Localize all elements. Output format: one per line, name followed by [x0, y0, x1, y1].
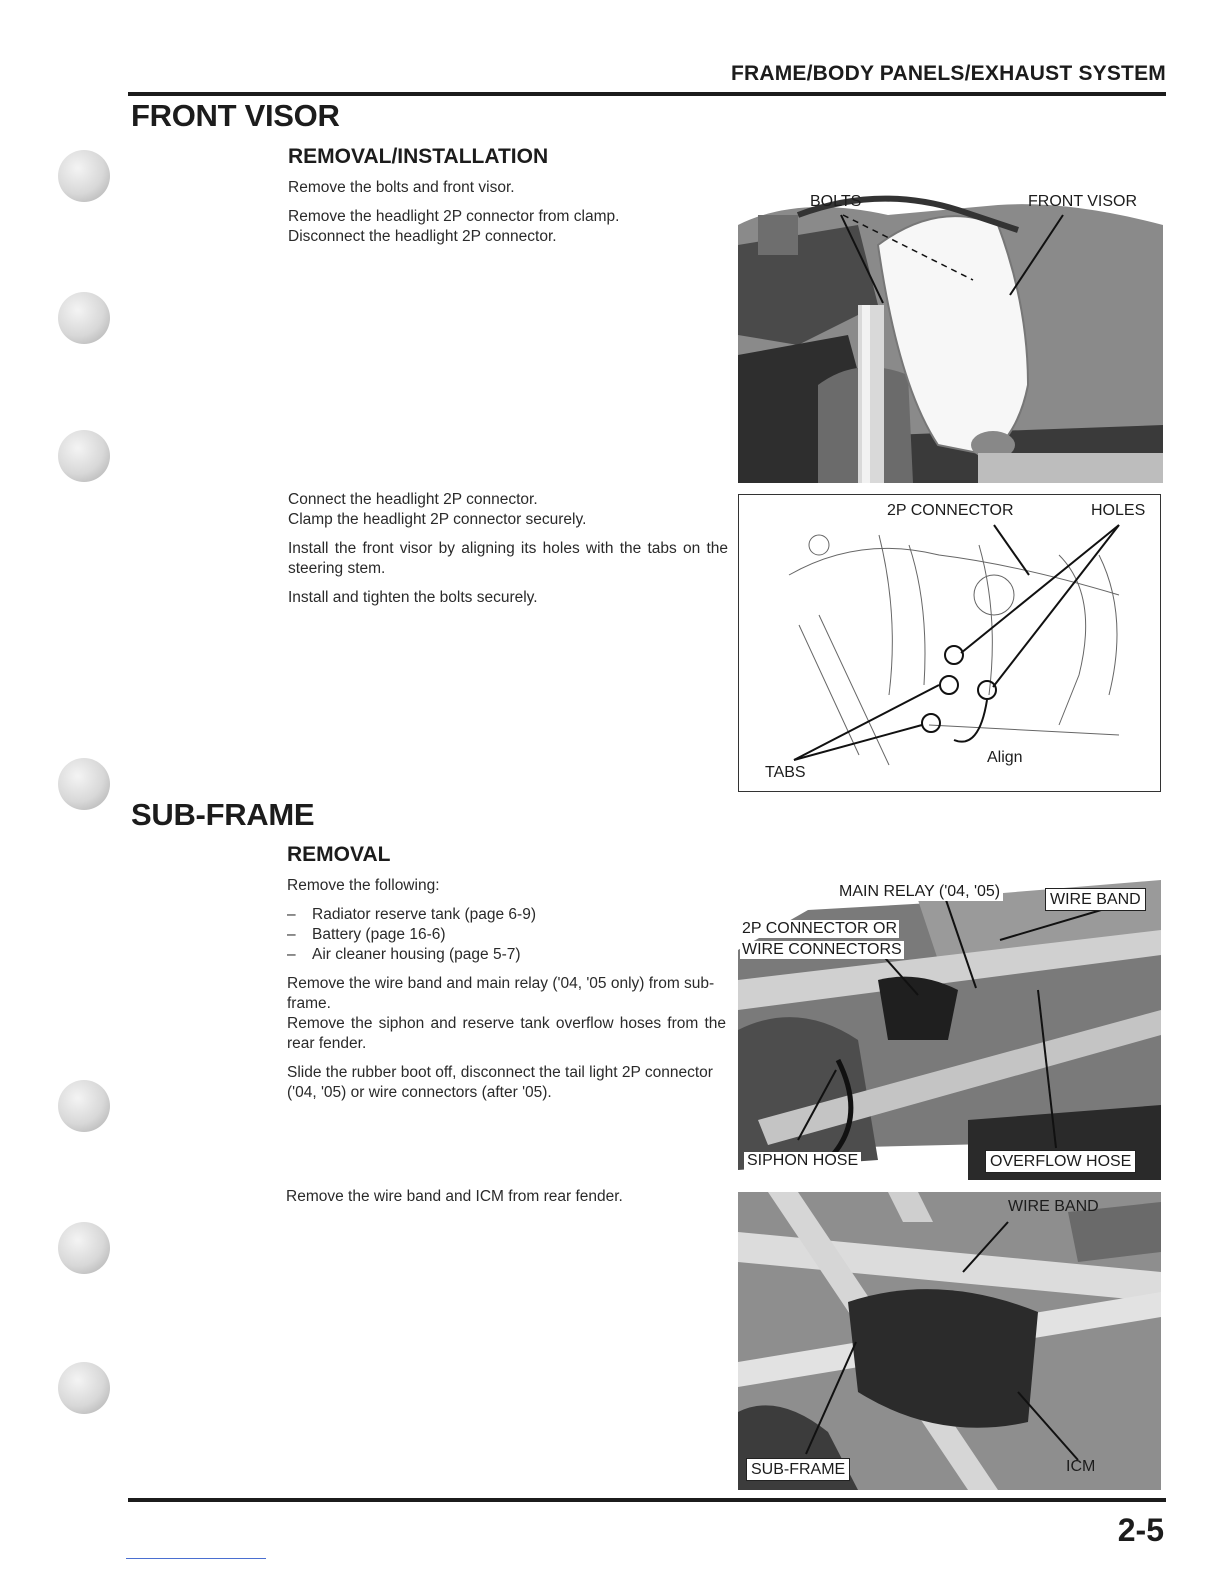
connector-label-line2: WIRE CONNECTORS: [742, 941, 902, 958]
step-text: Remove the headlight 2P connector from clamp.: [288, 208, 620, 225]
siphon-hose-label: SIPHON HOSE: [744, 1152, 861, 1170]
overflow-hose-label: OVERFLOW HOSE: [985, 1150, 1136, 1173]
wire-band-label: WIRE BAND: [1045, 888, 1146, 911]
step-text: Install and tighten the bolts securely.: [288, 589, 538, 606]
binder-hole: [58, 430, 110, 482]
connector-label: 2P CONNECTOR: [887, 502, 1014, 519]
front-visor-subtitle: REMOVAL/INSTALLATION: [288, 145, 549, 168]
intro-text: Remove the following:: [287, 877, 440, 894]
step-text: Connect the headlight 2P connector.: [288, 491, 538, 508]
bolts-label: BOLTS: [810, 193, 862, 210]
step-text: Remove the wire band and main relay ('04, '05 only) from sub-frame.: [287, 975, 715, 1012]
front-visor-title: FRONT VISOR: [131, 98, 340, 133]
sub-frame-title: SUB-FRAME: [131, 797, 315, 832]
icm-label: ICM: [1066, 1458, 1096, 1475]
sub-frame-subtitle: REMOVAL: [287, 843, 391, 866]
step-text: Remove the bolts and front visor.: [288, 179, 515, 196]
list-item: – Radiator reserve tank (page 6-9): [287, 905, 726, 925]
page-number: 2-5: [1117, 1512, 1164, 1548]
footer-link-line: [126, 1558, 266, 1559]
front-visor-label: FRONT VISOR: [1028, 193, 1138, 210]
align-label: Align: [987, 749, 1023, 766]
connector-label-line1: 2P CONNECTOR OR: [742, 920, 897, 937]
front-visor-removal-steps: [288, 178, 728, 256]
binder-hole: [58, 150, 110, 202]
step-text: Remove the siphon and reserve tank overflow hoses from the rear fender.: [287, 1015, 726, 1052]
wire-band-label-2: WIRE BAND: [1008, 1198, 1099, 1215]
step-text: Clamp the headlight 2P connector securely.: [288, 511, 587, 528]
sub-frame-label: SUB-FRAME: [746, 1458, 850, 1481]
header-rule: [128, 92, 1166, 96]
step-text: Disconnect the headlight 2P connector.: [288, 228, 557, 245]
list-item: – Air cleaner housing (page 5-7): [287, 945, 726, 965]
binder-hole: [58, 1362, 110, 1414]
tabs-label: TABS: [765, 764, 806, 781]
front-visor-photo: [738, 185, 1163, 483]
list-item: – Battery (page 16-6): [287, 925, 726, 945]
sub-frame-photo-1: [738, 880, 1161, 1180]
section-header: FRAME/BODY PANELS/EXHAUST SYSTEM: [730, 62, 1166, 85]
binder-hole: [58, 1080, 110, 1132]
holes-label: HOLES: [1091, 502, 1146, 519]
removal-list: [287, 905, 726, 965]
icm-step: Remove the wire band and ICM from rear fender.: [286, 1188, 623, 1205]
binder-hole: [58, 758, 110, 810]
front-visor-install-steps: [288, 490, 728, 617]
binder-hole: [58, 292, 110, 344]
alignment-diagram: [738, 494, 1161, 792]
main-relay-label: MAIN RELAY ('04, '05): [836, 883, 1003, 901]
footer-rule: [128, 1498, 1166, 1502]
step-text: Slide the rubber boot off, disconnect the tail light 2P connector ('04, '05) or wire connectors (after '05).: [287, 1064, 713, 1101]
sub-frame-steps: [287, 876, 726, 1112]
sub-frame-photo-2: [738, 1192, 1161, 1490]
step-text: Install the front visor by aligning its holes with the tabs on the steering stem.: [288, 540, 728, 577]
binder-hole: [58, 1222, 110, 1274]
